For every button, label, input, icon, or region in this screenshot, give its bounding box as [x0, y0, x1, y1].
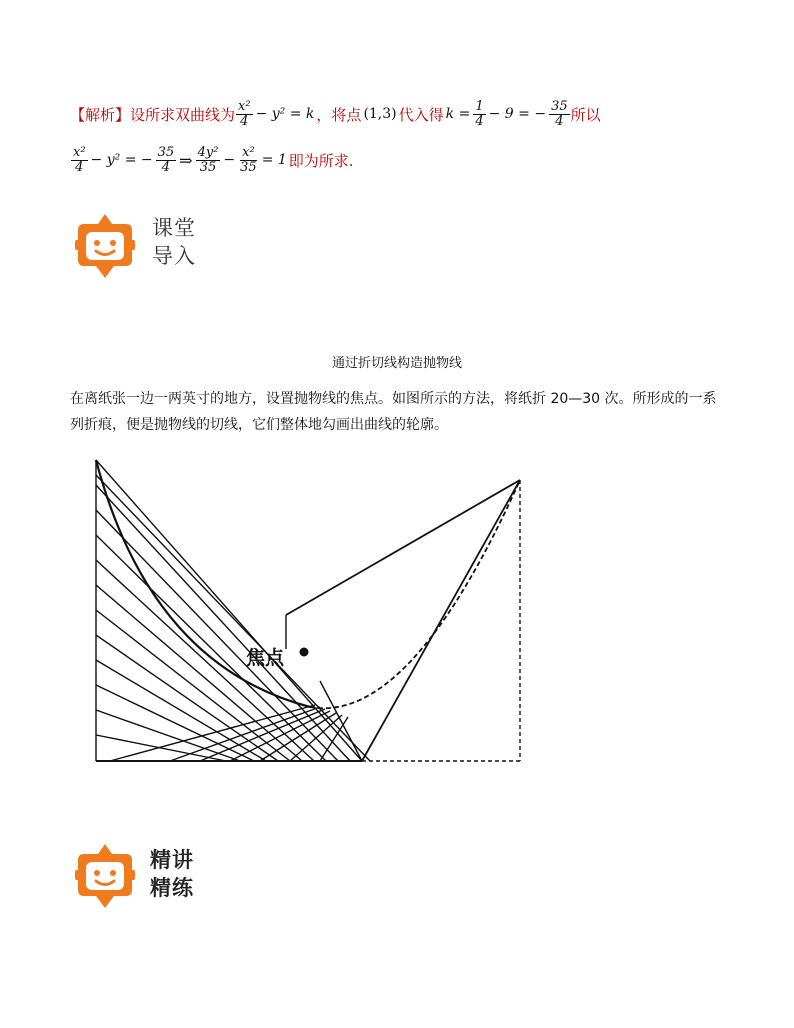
- fraction-x2-over-4-b: $\frac{\text{x²}}{4}$: [73, 145, 86, 175]
- text-jiangdian: 将点: [331, 105, 362, 124]
- solution-line-1: [70, 100, 601, 128]
- minus-y2-equals: − y² = −: [90, 152, 153, 169]
- fraction-35-over-4: $\frac{35}{4}$: [551, 99, 568, 129]
- robot-face-icon-2: [74, 842, 136, 908]
- minus-nine: − 9 = −: [488, 106, 547, 123]
- fraction-x2-over-4: $\frac{\text{x²}}{4}$: [238, 99, 251, 129]
- focus-point: [300, 648, 309, 657]
- section-heading-practice: 精讲 精练: [150, 848, 194, 900]
- article-paragraph: 在离纸张一边一两英寸的地方，设置抛物线的焦点。如图所示的方法，将纸折 20—30 次。所形成的一系列折痕，便是抛物线的切线，它们整体地勾画出曲线的轮廓。: [70, 391, 717, 433]
- comma: ，: [316, 105, 332, 124]
- fraction-35-over-4-b: $\frac{35}{4}$: [157, 145, 175, 175]
- article-title: 通过折切线构造抛物线: [331, 356, 462, 371]
- equals-one: = 1: [261, 152, 287, 169]
- robot-face-icon: [74, 212, 136, 278]
- parabola-folding-figure: [80, 455, 530, 775]
- point-coordinate: (1,3): [363, 106, 397, 123]
- implies-arrow: ⇒: [179, 150, 193, 170]
- minus-sign: −: [223, 152, 236, 169]
- fraction-1-over-4: $\frac{1}{4}$: [475, 99, 484, 129]
- solution-line-2: [70, 146, 354, 174]
- section-heading-classroom-intro: 课堂 导入: [152, 216, 196, 268]
- conclusion-text: 即为所求.: [288, 151, 354, 170]
- equation-rest: − y² = k: [255, 106, 315, 123]
- focus-label: 焦点: [246, 647, 285, 669]
- fraction-x2-over-35: $\frac{\text{x²}}{35}$: [240, 145, 257, 175]
- text-suoyi: 所以: [570, 105, 601, 124]
- k-equals: k =: [445, 106, 471, 123]
- solution-tag: 【解析】: [70, 105, 131, 124]
- solution-intro: 设所求双曲线为: [130, 105, 236, 124]
- text-dairude: 代入得: [398, 105, 444, 124]
- fraction-4y2-over-35: $\frac{\text{4y²}}{35}$: [197, 145, 219, 175]
